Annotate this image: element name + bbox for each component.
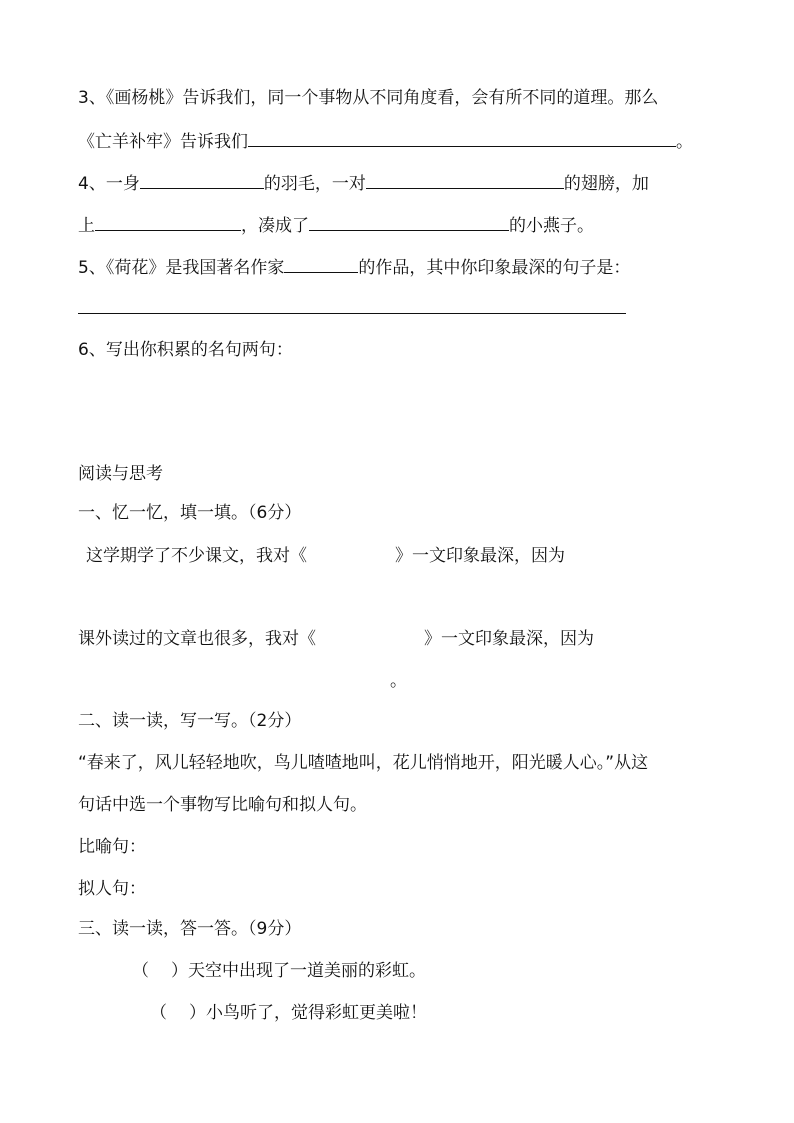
part1-end-mark: 。 [390,671,407,691]
q5-author-blank[interactable] [284,255,358,273]
q4-line1: 4、一身 的羽毛，一对 的翅膀，加 [78,171,649,195]
q4-blank-1[interactable] [140,171,264,189]
part3-title: 三、读一读，答一答。（9分） [78,919,302,939]
q4-line2: 上 ，凑成了 的小燕子。 [78,213,594,237]
q4-blank-3[interactable] [95,213,241,231]
q5-answer-line[interactable] [78,313,626,314]
part2-quote-line1: “春来了，风儿轻轻地吹，鸟儿喳喳地叫，花儿悄悄地开，阳光暖人心。”从这 [78,753,649,773]
reading-heading: 阅读与思考 [78,464,163,484]
q4-blank-4[interactable] [309,213,509,231]
part2-quote-line2: 句话中选一个事物写比喻句和拟人句。 [78,795,367,815]
q4-blank-2[interactable] [366,171,564,189]
part1-title: 一、忆一忆，填一填。（6分） [78,503,302,523]
personification-label: 拟人句： [78,879,146,899]
part3-item2: （ ）小鸟听了，觉得彩虹更美啦！ [150,1003,427,1023]
q3-line2: 《亡羊补牢》告诉我们 。 [78,129,693,153]
part2-title: 二、读一读，写一写。（2分） [78,711,302,731]
q5-line: 5、《荷花》是我国著名作家 的作品，其中你印象最深的句子是： [78,255,630,279]
q6-line: 6、写出你积累的名句两句： [78,340,293,360]
part1-line2: 课外读过的文章也很多，我对《 》一文印象最深，因为 [78,629,594,649]
part1-line1: 这学期学了不少课文，我对《 》一文印象最深，因为 [86,546,565,566]
simile-label: 比喻句： [78,837,146,857]
q3-answer-blank[interactable] [248,129,676,147]
part3-item1: （ ）天空中出现了一道美丽的彩虹。 [132,961,426,981]
q3-line1: 3、《画杨桃》告诉我们，同一个事物从不同角度看，会有所不同的道理。那么 [78,88,659,108]
